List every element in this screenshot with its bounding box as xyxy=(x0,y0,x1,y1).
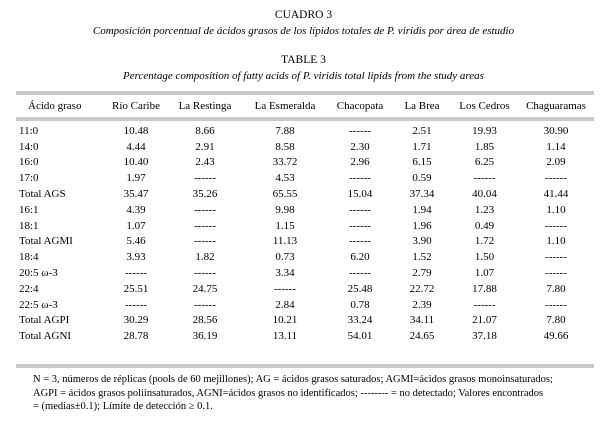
value-cell: 28.78 xyxy=(123,330,149,343)
value-cell: 1.15 xyxy=(275,219,295,232)
table-row xyxy=(16,139,594,155)
row-label-cell: Total AGNI xyxy=(19,330,72,343)
value-cell: 21.07 xyxy=(472,314,497,327)
row-label-cell: 18:1 xyxy=(19,219,39,232)
row-label-cell: 22:5 ω-3 xyxy=(19,298,58,311)
table-row xyxy=(16,218,594,234)
value-cell: 41.44 xyxy=(543,188,569,201)
value-cell: 0.78 xyxy=(350,298,370,311)
value-cell: 19.93 xyxy=(472,124,497,137)
value-cell: ------ xyxy=(194,235,216,248)
footnote-line: N = 3, números de réplicas (pools de 60 mejillones); AG = ácidos grasos saturados; AGMI=ácidos grasos monoinsaturados; xyxy=(33,374,553,385)
value-cell: 5.46 xyxy=(126,235,146,248)
value-cell: 8.58 xyxy=(275,140,295,153)
value-cell: 0.73 xyxy=(275,251,295,264)
value-cell: 2.84 xyxy=(275,298,295,311)
table-body xyxy=(16,116,594,344)
value-cell: 2.91 xyxy=(195,140,215,153)
value-cell: 8.66 xyxy=(195,124,215,137)
value-cell: 10.21 xyxy=(272,314,298,327)
value-cell: 24.75 xyxy=(192,282,218,295)
value-cell: 1.10 xyxy=(546,235,566,248)
value-cell: 1.94 xyxy=(412,203,432,216)
value-cell: 33.72 xyxy=(272,156,298,169)
value-cell: 1.23 xyxy=(474,203,495,216)
value-cell: 1.96 xyxy=(412,219,432,232)
value-cell: 4.44 xyxy=(126,140,146,153)
value-cell: 0.49 xyxy=(474,219,495,232)
value-cell: 10.40 xyxy=(123,156,149,169)
value-cell: ------ xyxy=(545,267,567,280)
value-cell: 17.88 xyxy=(472,282,497,295)
table-row xyxy=(16,297,594,313)
spanish-table-title: Composición porcentual de ácidos grasos de los lípidos totales de P. viridis por área de estudio xyxy=(92,25,515,37)
value-cell: 1.72 xyxy=(474,235,495,248)
value-cell: 1.71 xyxy=(412,140,432,153)
table-row xyxy=(16,234,594,250)
value-cell: 37.34 xyxy=(409,188,435,201)
table-row xyxy=(16,170,594,186)
value-cell: 10.48 xyxy=(123,124,149,137)
value-cell: ------ xyxy=(349,267,371,280)
value-cell: ------ xyxy=(349,235,371,248)
value-cell: 1.52 xyxy=(412,251,432,264)
table-top-rule xyxy=(16,91,594,95)
value-cell: 49.66 xyxy=(543,330,569,343)
value-cell: 7.88 xyxy=(275,124,295,137)
value-cell: 2.43 xyxy=(195,156,215,169)
value-cell: 1.85 xyxy=(474,140,495,153)
column-header: La Brea xyxy=(404,100,440,112)
value-cell: 4.53 xyxy=(275,172,295,185)
value-cell: 24.65 xyxy=(409,330,435,343)
value-cell: 4.39 xyxy=(126,203,146,216)
value-cell: ------ xyxy=(274,282,296,295)
row-label-cell: 14:0 xyxy=(19,140,39,153)
column-header: Chacopata xyxy=(336,100,384,112)
value-cell: ------ xyxy=(194,267,216,280)
table-row xyxy=(16,186,594,202)
value-cell: 3.34 xyxy=(275,267,295,280)
column-header: Río Caribe xyxy=(112,100,160,112)
row-label-cell: 16:1 xyxy=(19,203,39,216)
column-header: La Restinga xyxy=(178,100,232,112)
table-header-row xyxy=(16,96,594,116)
spanish-table-label: CUADRO 3 xyxy=(274,9,333,21)
value-cell: 6.25 xyxy=(474,156,495,169)
table-row xyxy=(16,116,594,139)
value-cell: 30.29 xyxy=(123,314,149,327)
row-label-cell: 20:5 ω-3 xyxy=(19,267,58,280)
value-cell: 28.56 xyxy=(192,314,218,327)
value-cell: 3.90 xyxy=(412,235,432,248)
value-cell: ------ xyxy=(194,172,216,185)
value-cell: 22.72 xyxy=(409,282,435,295)
table-row xyxy=(16,202,594,218)
value-cell: 9.98 xyxy=(275,203,295,216)
value-cell: 1.82 xyxy=(195,251,215,264)
value-cell: ------ xyxy=(473,172,496,185)
value-cell: 2.09 xyxy=(546,156,566,169)
footnote-line: AGPI = ácidos grasos poliinsaturados, AGNI=ácidos grasos no identificados; -------- = no detectado; Valores encontrados xyxy=(33,387,544,399)
footnote-line: = (medias±0.1); Límite de detección ≥ 0.1. xyxy=(33,401,213,412)
value-cell: 37.18 xyxy=(472,330,497,343)
row-label-cell: 22:4 xyxy=(19,282,39,295)
table-bottom-rule xyxy=(16,364,594,368)
value-cell: 11.13 xyxy=(272,235,298,248)
value-cell: ------ xyxy=(545,219,567,232)
value-cell: 6.20 xyxy=(350,251,370,264)
value-cell: 65.55 xyxy=(272,188,298,201)
table-footnotes xyxy=(33,373,603,414)
value-cell: 1.07 xyxy=(474,267,495,280)
table-row xyxy=(16,328,594,344)
value-cell: 13.11 xyxy=(272,330,298,343)
row-label-cell: 11:0 xyxy=(19,124,39,137)
value-cell: ------ xyxy=(194,219,216,232)
table-row xyxy=(16,155,594,171)
value-cell: 2.51 xyxy=(412,124,432,137)
column-header: La Esmeralda xyxy=(254,100,316,112)
value-cell: 0.59 xyxy=(412,172,432,185)
row-label-cell: Total AGMI xyxy=(19,235,73,248)
table-row xyxy=(16,281,594,297)
value-cell: 7.80 xyxy=(546,282,566,295)
value-cell: ------ xyxy=(125,267,147,280)
row-label-cell: 18:4 xyxy=(19,251,39,264)
value-cell: 2.96 xyxy=(350,156,370,169)
value-cell: ------ xyxy=(349,124,371,137)
row-label-cell: 17:0 xyxy=(19,172,39,185)
fatty-acid-table xyxy=(16,96,594,344)
value-cell: 30.90 xyxy=(543,124,569,137)
table-row xyxy=(16,313,594,329)
column-header: Los Cedros xyxy=(459,100,510,112)
column-header: Chaguaramas xyxy=(526,100,586,112)
value-cell: ------ xyxy=(545,172,567,185)
value-cell: 1.14 xyxy=(546,140,566,153)
value-cell: 2.30 xyxy=(350,140,370,153)
value-cell: ------ xyxy=(349,219,371,232)
value-cell: ------ xyxy=(125,298,147,311)
value-cell: ------ xyxy=(349,203,371,216)
value-cell: ------ xyxy=(545,251,567,264)
table-row xyxy=(16,265,594,281)
value-cell: 2.79 xyxy=(412,267,432,280)
column-header: Ácido graso xyxy=(28,100,82,112)
value-cell: 40.04 xyxy=(472,188,497,201)
value-cell: 35.26 xyxy=(192,188,218,201)
value-cell: 2.39 xyxy=(412,298,432,311)
row-label-cell: Total AGPI xyxy=(19,314,70,327)
value-cell: 33.24 xyxy=(347,314,373,327)
value-cell: 34.11 xyxy=(409,314,435,327)
value-cell: 1.50 xyxy=(474,251,495,264)
value-cell: 15.04 xyxy=(347,188,373,201)
value-cell: 1.97 xyxy=(126,172,146,185)
value-cell: 54.01 xyxy=(347,330,373,343)
value-cell: 25.48 xyxy=(347,282,373,295)
row-label-cell: 16:0 xyxy=(19,156,39,169)
value-cell: 35.47 xyxy=(123,188,149,201)
value-cell: 25.51 xyxy=(123,282,149,295)
value-cell: 3.93 xyxy=(126,251,146,264)
value-cell: 7.80 xyxy=(546,314,566,327)
english-table-title: Percentage composition of fatty acids of P. viridis total lipids from the study areas xyxy=(123,70,484,82)
english-table-label: TABLE 3 xyxy=(281,54,326,66)
table-row xyxy=(16,249,594,265)
value-cell: ------ xyxy=(349,172,371,185)
row-label-cell: Total AGS xyxy=(19,188,66,201)
value-cell: 6.15 xyxy=(412,156,432,169)
value-cell: 1.10 xyxy=(546,203,566,216)
value-cell: 1.07 xyxy=(126,219,146,232)
value-cell: ------ xyxy=(194,203,216,216)
value-cell: 36.19 xyxy=(192,330,218,343)
value-cell: ------ xyxy=(194,298,216,311)
value-cell: ------ xyxy=(473,298,496,311)
value-cell: ------ xyxy=(545,298,567,311)
